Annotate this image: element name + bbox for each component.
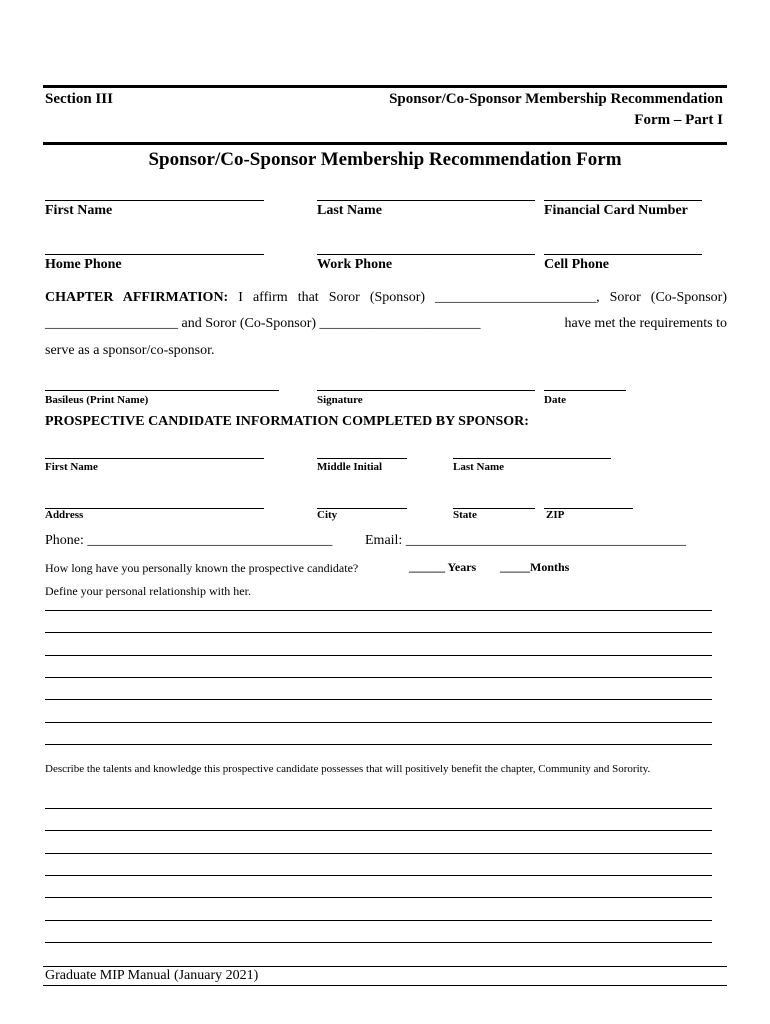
zip-label: ZIP [546, 509, 565, 521]
date-label: Date [544, 394, 566, 406]
basileus-label: Basileus (Print Name) [45, 394, 149, 406]
how-long-label: How long have you personally known the prospective candidate? [45, 561, 359, 575]
state-label: State [453, 509, 477, 521]
home-phone-line[interactable] [45, 254, 264, 255]
months-field[interactable]: _____Months [500, 560, 570, 574]
relationship-line-5[interactable] [45, 699, 712, 700]
talents-line-7[interactable] [45, 942, 712, 943]
work-phone-label: Work Phone [317, 257, 393, 272]
candidate-last-label: Last Name [453, 461, 505, 473]
talents-line-3[interactable] [45, 853, 712, 854]
talents-line-4[interactable] [45, 875, 712, 876]
affirmation-line3: serve as a sponsor/co-sponsor. [45, 343, 215, 358]
relationship-line-6[interactable] [45, 722, 712, 723]
signature-label: Signature [317, 394, 363, 406]
last-name-line[interactable] [317, 200, 535, 201]
financial-card-label: Financial Card Number [544, 203, 688, 218]
section-label: Section III [45, 91, 113, 107]
basileus-line[interactable] [45, 390, 279, 391]
affirmation-label: CHAPTER AFFIRMATION: [45, 290, 229, 305]
define-relationship-label: Define your personal relationship with her. [45, 584, 251, 598]
talents-line-1[interactable] [45, 808, 712, 809]
relationship-line-3[interactable] [45, 655, 712, 656]
affirmation-line1 [45, 290, 727, 306]
relationship-line-4[interactable] [45, 677, 712, 678]
financial-card-line[interactable] [544, 200, 702, 201]
talents-line-2[interactable] [45, 830, 712, 831]
candidate-last-line[interactable] [453, 458, 611, 459]
relationship-line-2[interactable] [45, 632, 712, 633]
relationship-line-1[interactable] [45, 610, 712, 611]
header-title-line2: Form – Part I [634, 112, 723, 128]
footer-rule-top [43, 966, 727, 967]
years-field[interactable]: ______ Years [409, 560, 477, 574]
header-rule [43, 142, 727, 145]
home-phone-label: Home Phone [45, 257, 122, 272]
first-name-line[interactable] [45, 200, 264, 201]
first-name-label: First Name [45, 203, 113, 218]
address-label: Address [45, 509, 84, 521]
affirmation-text2b: have met the requirements to [564, 316, 727, 331]
work-phone-line[interactable] [317, 254, 535, 255]
signature-line[interactable] [317, 390, 535, 391]
city-label: City [317, 509, 338, 521]
cell-phone-label: Cell Phone [544, 257, 609, 272]
talents-line-6[interactable] [45, 920, 712, 921]
phone-field[interactable]: Phone: ___________________________________ [45, 533, 333, 548]
affirmation-line2 [45, 316, 727, 332]
footer-rule-bottom [43, 985, 727, 986]
relationship-line-7[interactable] [45, 744, 712, 745]
candidate-middle-label: Middle Initial [317, 461, 383, 473]
header-title-line1: Sponsor/Co-Sponsor Membership Recommendation [389, 91, 723, 107]
affirmation-text1: I affirm that Soror (Sponsor) _______________________, Soror (Co-Sponsor) [228, 290, 727, 305]
form-title: Sponsor/Co-Sponsor Membership Recommendation Form [148, 149, 622, 170]
candidate-first-label: First Name [45, 461, 98, 473]
date-line[interactable] [544, 390, 626, 391]
candidate-middle-line[interactable] [317, 458, 407, 459]
top-rule [43, 85, 727, 88]
describe-talents-label: Describe the talents and knowledge this prospective candidate possesses that will positively benefit the chapter, Community and Sorority. [45, 763, 651, 775]
email-field[interactable]: Email: ________________________________________ [365, 533, 686, 548]
footer-text: Graduate MIP Manual (January 2021) [45, 968, 259, 983]
talents-line-5[interactable] [45, 897, 712, 898]
candidate-first-line[interactable] [45, 458, 264, 459]
cell-phone-line[interactable] [544, 254, 702, 255]
last-name-label: Last Name [317, 203, 382, 218]
affirmation-text2a: ___________________ and Soror (Co-Sponsor) _______________________ [45, 316, 481, 331]
prospective-heading: PROSPECTIVE CANDIDATE INFORMATION COMPLETED BY SPONSOR: [45, 414, 529, 429]
